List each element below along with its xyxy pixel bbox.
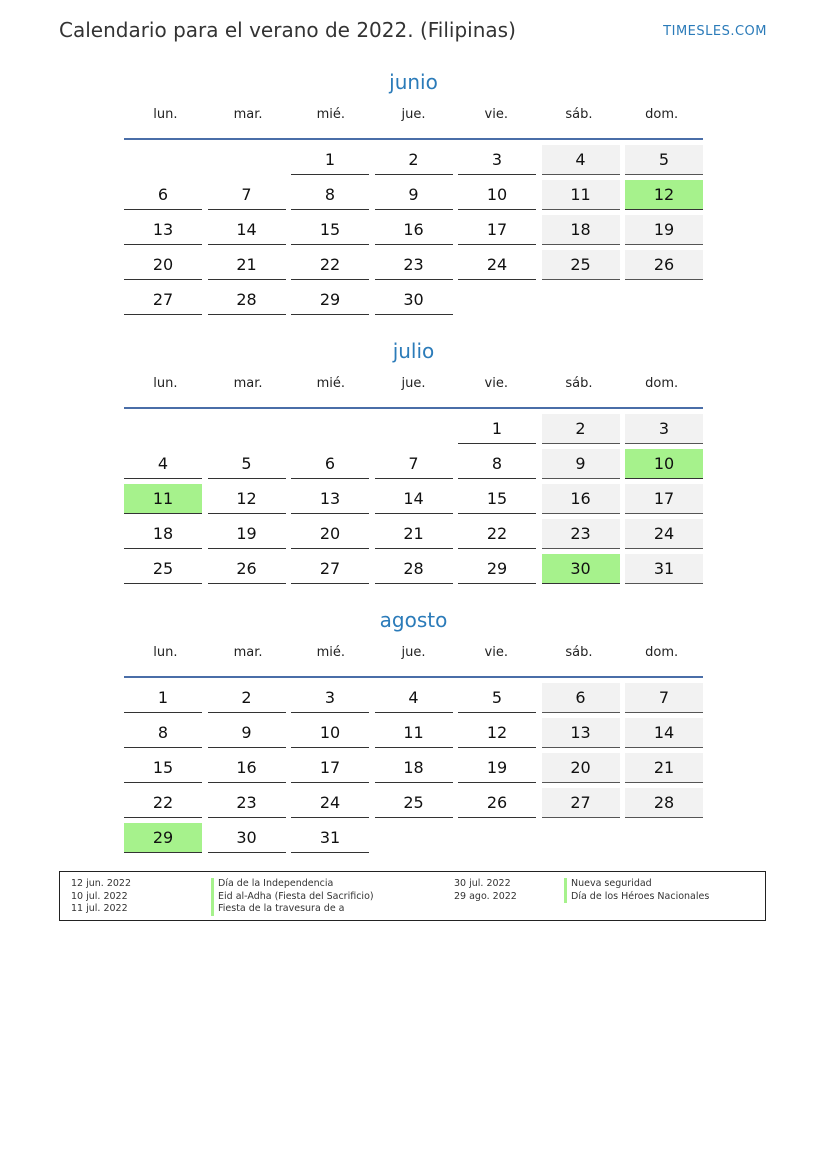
weekday-label: jue. (401, 645, 426, 660)
day-cell: 22 (291, 250, 369, 280)
day-cell: 16 (208, 753, 286, 783)
day-cell: 11 (542, 180, 620, 210)
week-row (124, 683, 703, 713)
day-cell: 4 (375, 683, 453, 713)
weekday-label: mar. (233, 645, 263, 660)
day-cell: 29 (458, 554, 536, 584)
day-cell: 10 (291, 718, 369, 748)
day-cell: 19 (458, 753, 536, 783)
day-cell: 17 (458, 215, 536, 245)
legend-date: 30 jul. 2022 (454, 878, 511, 889)
day-cell: 13 (542, 718, 620, 748)
week-row (124, 180, 703, 210)
legend-holiday-name: Día de los Héroes Nacionales (564, 891, 709, 904)
weekday-label: lun. (153, 107, 178, 122)
day-cell: 15 (291, 215, 369, 245)
day-cell: 24 (458, 250, 536, 280)
day-cell: 30 (208, 823, 286, 853)
day-cell: 14 (208, 215, 286, 245)
day-cell: 18 (542, 215, 620, 245)
day-cell: 5 (458, 683, 536, 713)
day-cell: 18 (375, 753, 453, 783)
day-cell: 20 (542, 753, 620, 783)
day-cell: 22 (458, 519, 536, 549)
day-cell: 1 (124, 683, 202, 713)
holiday-day-cell: 11 (124, 484, 202, 514)
weekday-label: jue. (401, 107, 426, 122)
day-cell: 13 (124, 215, 202, 245)
day-cell: 29 (291, 285, 369, 315)
day-cell: 17 (291, 753, 369, 783)
day-cell: 8 (458, 449, 536, 479)
holiday-day-cell: 29 (124, 823, 202, 853)
week-row (124, 718, 703, 748)
day-cell: 23 (542, 519, 620, 549)
week-row (124, 823, 703, 853)
day-cell: 24 (625, 519, 703, 549)
day-cell: 10 (458, 180, 536, 210)
weekday-label: vie. (484, 107, 508, 122)
week-row (124, 250, 703, 280)
month-block-julio (124, 337, 703, 584)
empty-day-cell (208, 145, 286, 175)
day-cell: 12 (208, 484, 286, 514)
day-cell: 26 (625, 250, 703, 280)
day-cell: 19 (625, 215, 703, 245)
week-row (124, 215, 703, 245)
week-row (124, 753, 703, 783)
legend-date: 29 ago. 2022 (454, 890, 517, 902)
legend-date: 10 jul. 2022 (71, 890, 128, 902)
day-cell: 23 (375, 250, 453, 280)
weekday-label: mar. (233, 107, 263, 122)
month-block-junio (124, 68, 703, 315)
holiday-day-cell: 10 (625, 449, 703, 479)
day-cell: 4 (542, 145, 620, 175)
empty-day-cell (291, 414, 369, 444)
empty-day-cell (375, 414, 453, 444)
day-cell: 12 (458, 718, 536, 748)
day-cell: 26 (458, 788, 536, 818)
week-row (124, 414, 703, 444)
empty-day-cell (124, 414, 202, 444)
legend-dates-right (454, 878, 517, 903)
week-row (124, 519, 703, 549)
weekday-label: jue. (401, 376, 426, 391)
week-row (124, 449, 703, 479)
day-cell: 6 (124, 180, 202, 210)
day-cell: 8 (291, 180, 369, 210)
weekday-header (124, 371, 703, 407)
day-cell: 16 (542, 484, 620, 514)
day-cell: 5 (625, 145, 703, 175)
day-cell: 1 (291, 145, 369, 175)
weekday-label: vie. (484, 645, 508, 660)
empty-day-cell (375, 823, 453, 853)
day-cell: 30 (375, 285, 453, 315)
day-cell: 11 (375, 718, 453, 748)
weekday-label: mié. (316, 376, 345, 391)
header-divider (124, 676, 703, 678)
weekday-label: dom. (645, 376, 679, 391)
day-cell: 7 (625, 683, 703, 713)
day-cell: 2 (375, 145, 453, 175)
week-row (124, 788, 703, 818)
legend-names-right (564, 878, 709, 903)
day-cell: 24 (291, 788, 369, 818)
day-cell: 14 (375, 484, 453, 514)
day-cell: 27 (291, 554, 369, 584)
empty-day-cell (625, 823, 703, 853)
day-cell: 18 (124, 519, 202, 549)
legend-date: 11 jul. 2022 (71, 903, 128, 914)
day-cell: 20 (291, 519, 369, 549)
legend-dates-left (71, 878, 131, 916)
day-cell: 15 (124, 753, 202, 783)
header-divider (124, 407, 703, 409)
day-cell: 7 (208, 180, 286, 210)
week-row (124, 285, 703, 315)
day-cell: 28 (375, 554, 453, 584)
day-cell: 31 (625, 554, 703, 584)
day-cell: 27 (124, 285, 202, 315)
empty-day-cell (124, 145, 202, 175)
day-cell: 21 (625, 753, 703, 783)
day-cell: 4 (124, 449, 202, 479)
month-name: agosto (379, 608, 448, 632)
legend-holiday-name: Fiesta de la travesura de a (211, 903, 374, 916)
day-cell: 27 (542, 788, 620, 818)
weekday-label: sáb. (565, 645, 593, 660)
empty-day-cell (625, 285, 703, 315)
legend-names-left (211, 878, 374, 916)
page-title: Calendario para el verano de 2022. (Filipinas) (59, 18, 516, 42)
day-cell: 9 (542, 449, 620, 479)
weekday-label: dom. (645, 645, 679, 660)
day-cell: 8 (124, 718, 202, 748)
holiday-day-cell: 12 (625, 180, 703, 210)
day-cell: 15 (458, 484, 536, 514)
brand-link[interactable]: TIMESLES.COM (663, 24, 767, 39)
empty-day-cell (208, 414, 286, 444)
day-cell: 9 (375, 180, 453, 210)
weekday-label: sáb. (565, 376, 593, 391)
empty-day-cell (542, 285, 620, 315)
day-cell: 20 (124, 250, 202, 280)
week-row (124, 145, 703, 175)
day-cell: 5 (208, 449, 286, 479)
empty-day-cell (458, 823, 536, 853)
day-cell: 9 (208, 718, 286, 748)
day-cell: 17 (625, 484, 703, 514)
week-row (124, 554, 703, 584)
day-cell: 31 (291, 823, 369, 853)
day-cell: 6 (542, 683, 620, 713)
day-cell: 13 (291, 484, 369, 514)
month-name: junio (389, 70, 438, 94)
holiday-day-cell: 30 (542, 554, 620, 584)
day-cell: 22 (124, 788, 202, 818)
day-cell: 28 (208, 285, 286, 315)
day-cell: 23 (208, 788, 286, 818)
weekday-label: dom. (645, 107, 679, 122)
day-cell: 25 (375, 788, 453, 818)
weekday-label: mié. (316, 107, 345, 122)
legend-holiday-name: Nueva seguridad (564, 878, 709, 891)
day-cell: 3 (625, 414, 703, 444)
legend-holiday-name: Día de la Independencia (211, 878, 374, 891)
day-cell: 7 (375, 449, 453, 479)
day-cell: 28 (625, 788, 703, 818)
weekday-label: mié. (316, 645, 345, 660)
weekday-label: lun. (153, 376, 178, 391)
empty-day-cell (542, 823, 620, 853)
day-cell: 3 (291, 683, 369, 713)
day-cell: 1 (458, 414, 536, 444)
week-row (124, 484, 703, 514)
day-cell: 2 (542, 414, 620, 444)
header-divider (124, 138, 703, 140)
weekday-label: sáb. (565, 107, 593, 122)
weekday-label: vie. (484, 376, 508, 391)
day-cell: 26 (208, 554, 286, 584)
empty-day-cell (458, 285, 536, 315)
month-block-agosto (124, 606, 703, 853)
holiday-legend (59, 871, 766, 921)
legend-holiday-name: Eid al-Adha (Fiesta del Sacrificio) (211, 891, 374, 904)
day-cell: 21 (375, 519, 453, 549)
day-cell: 14 (625, 718, 703, 748)
day-cell: 6 (291, 449, 369, 479)
weekday-label: mar. (233, 376, 263, 391)
day-cell: 19 (208, 519, 286, 549)
weekday-label: lun. (153, 645, 178, 660)
day-cell: 2 (208, 683, 286, 713)
day-cell: 25 (124, 554, 202, 584)
weekday-header (124, 640, 703, 676)
month-name: julio (392, 339, 435, 363)
legend-date: 12 jun. 2022 (71, 878, 132, 889)
day-cell: 21 (208, 250, 286, 280)
day-cell: 16 (375, 215, 453, 245)
weekday-header (124, 102, 703, 138)
day-cell: 3 (458, 145, 536, 175)
day-cell: 25 (542, 250, 620, 280)
